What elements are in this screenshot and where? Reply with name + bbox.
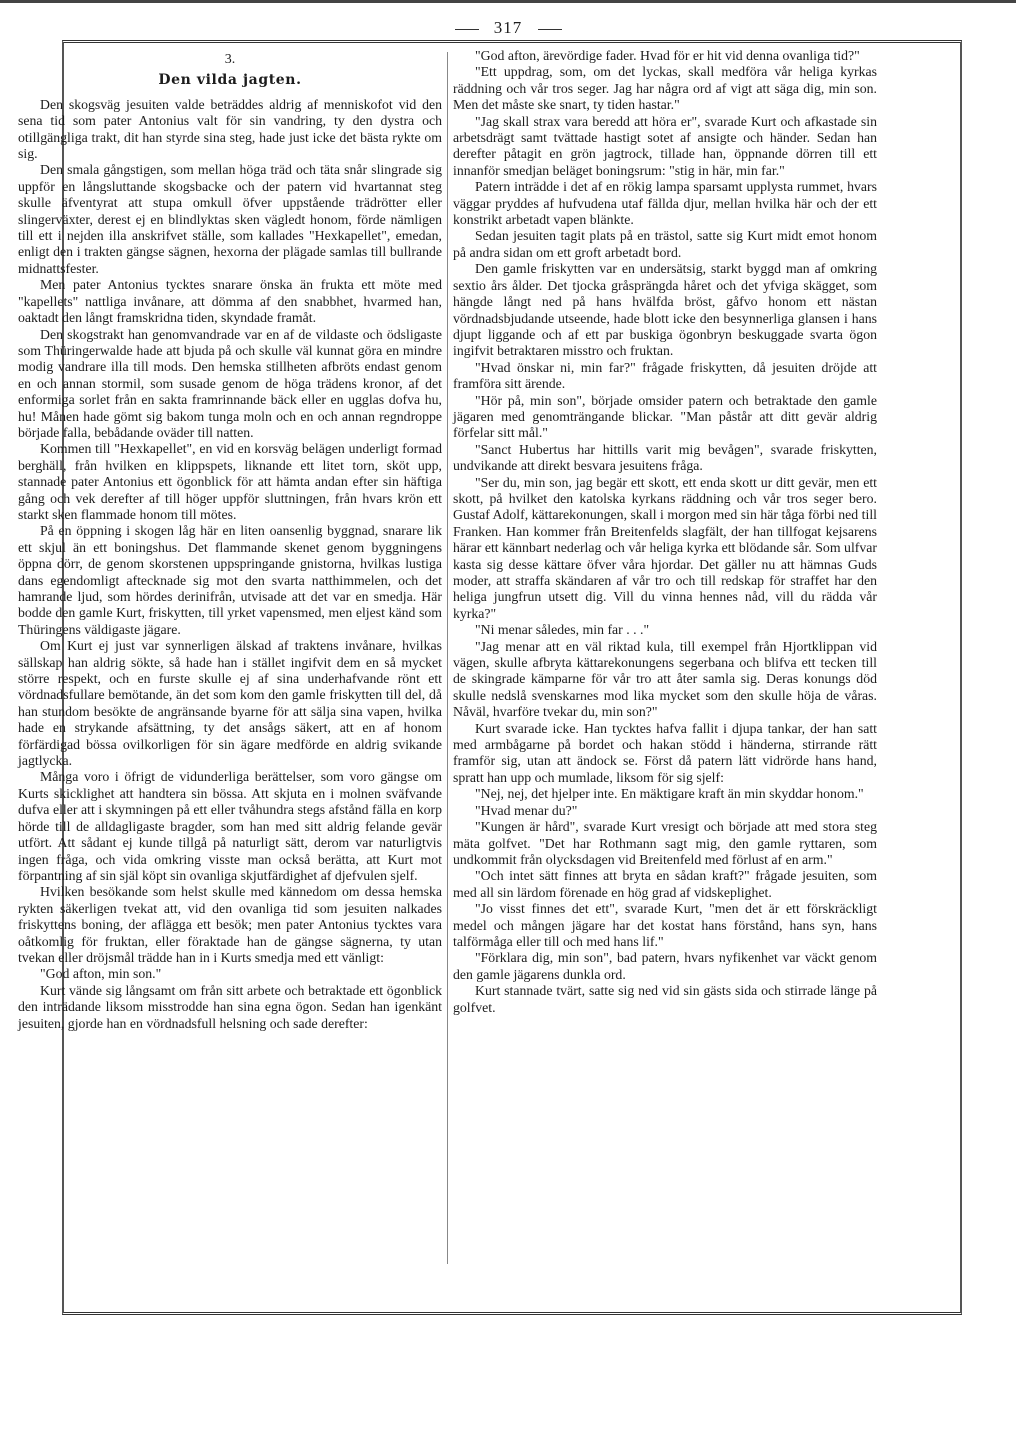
column-divider xyxy=(447,52,448,1264)
paragraph: "Kungen är hård", svarade Kurt vresigt och började att med stora steg mäta golfvet. "Det har Rothmann sagt mig, den gamle ryttaren, som undkommit från olycksdagen vid Breitenfeld med förlust af en arm." xyxy=(453,819,877,867)
paragraph: "Ser du, min son, jag begär ett skott, ett enda skott ur ditt gevär, men ett skott, på hvilket den katolska kyrkans räddning och vår tros seger bero. Gustaf Adolf, kättarekonungen, skall i morgon med sin här tåga förbi ned till Franken. Han kommer från Breitenfelds slagfält, der han tillfogat kejsarens härar ett kännbart nederlag och vår heliga kyrka ett blödande sår. Som ulfvar kasta sig desse kättare öfver våra hjordar. Det gäller nu att hämnas Guds moder, att straffa skändaren af vår tro och till redskap för straffet har den heliga jungfrun utsett dig. Vill du vinna hennes nåd, vill du rädda vår kyrka?" xyxy=(453,474,877,621)
paragraph: "Nej, nej, det hjelper inte. En mäktigare kraft än min skyddar honom." xyxy=(475,786,864,802)
paragraph: "Hvad önskar ni, min far?" frågade friskytten, då jesuiten dröjde att framföra sitt ärende. xyxy=(453,359,877,392)
paragraph: Kommen till "Hexkapellet", en vid en korsväg belägen underligt formad berghäll, från hvilken en klippspets, liknande ett litet torn, sköt upp, stannade pater Antonius ett ögonblick för att hämta andan efter sin häftiga gång och vek derefter af till höger uppför sluttningen, från hvars krön ett starkt sken flammade honom till mötes. xyxy=(18,441,442,522)
chapter-number: 3. xyxy=(224,52,236,67)
paragraph: På en öppning i skogen låg här en liten oansenlig byggnad, snarare lik ett skjul än ett boningshus. Det flammande skenet genom byggningens öppna dörr, de genom skorstenen uppspringande gnistorna, hvilkas lustiga dans egendomligt aftecknade sig mot den svarta natthimmelen, och det hamrande ljud, som hördes derinifrån, utvisade att det var en smedja. Här bodde den gamle Kurt, friskytten, till yrket vapensmed, men eljest känd som Thüringens väldigaste jägare. xyxy=(18,523,442,637)
paragraph: Patern inträdde i det af en rökig lampa sparsamt upplysta rummet, hvars väggar pryddes af hufvudena utaf fällda djur, mellan hvilka här och der ett konstrikt arbetadt vapen blänkte. xyxy=(453,179,877,228)
paragraph: Den smala gångstigen, som mellan höga träd och täta snår slingrade sig uppför en långsluttande skogsbacke och der patern vid hvartannat steg skulle äfventyrat att stupa omkull öfver uppstående trädrötter eller slingerväxter, derest ej en blindlyktas sken vägledt honom, förde nämligen till ett i nejden illa anskrifvet ställe, som kallades "Hexkapellet", emedan, enligt den i trakten gängse sägnen, hexorna der plägade samlas till bullrande midnattsfester. xyxy=(18,162,442,276)
paragraph: Den gamle friskytten var en undersätsig, starkt byggd man af omkring sextio års ålder. Det tjocka gråsprängda håret och det yfviga skägget, som hängde långt ned på hans hvälfda bröst, gåfvo honom ett nästan vördnadsbjudande utseende, hade blott icke den besynnerliga glansen i hans djupt liggande och af ett par buskiga ögonbryn beskuggade svarta ögon ingifvit betraktaren misstro och fruktan. xyxy=(453,261,877,359)
paragraph: Kurt vände sig långsamt om från sitt arbete och betraktade ett ögonblick den inträdande liksom misstrodde han sina egna ögon. Sedan han igenkänt jesuiten, gjorde han en vördnadsfull helsning och sade derefter: xyxy=(18,982,442,1031)
paragraph: "God afton, ärevördige fader. Hvad för er hit vid denna ovanliga tid?" xyxy=(475,48,860,63)
paragraph: "Sanct Hubertus har hittills varit mig bevågen", svarade friskytten, undvikande att direkt besvara jesuitens fråga. xyxy=(453,441,877,474)
paragraph: "Förklara dig, min son", bad patern, hvars nyfikenhet var väckt genom den gamle jägarens dunkla ord. xyxy=(453,950,877,982)
page-header xyxy=(0,18,1016,38)
paragraph: "God afton, min son." xyxy=(40,966,162,982)
paragraph: Men pater Antonius tycktes snarare önska än frukta ett möte med "kapellets" nattliga invånare, att dömma af den snabbhet, hvarmed han, oaktadt den långt framskridna tiden, skyndade framåt. xyxy=(18,277,442,326)
page-number: 317 xyxy=(493,18,523,37)
chapter-title: Den vilda jagten. xyxy=(158,72,302,89)
paragraph: Sedan jesuiten tagit plats på en trästol, satte sig Kurt midt emot honom på andra sidan om ett groft arbetadt bord. xyxy=(453,228,877,260)
paragraph: "Jo visst finnes det ett", svarade Kurt, "men det är ett förskräckligt medel och mången jägare har det kostat hans förstånd, hans syn, hans talförmåga eller till och med hans lif." xyxy=(453,901,877,949)
top-edge-rule xyxy=(0,0,1016,3)
paragraph: "Jag menar att en väl riktad kula, till exempel från Hjortklippan vid vägen, skulle afbryta kättarekonungens segerbana och blifva ett tecken till de skingrade kämparne för vår tro att åter samla sig. Deras konungs död skulle nedslå svenskarnes mod lika mycket som den skulle höja de våras. Nåväl, hvarföre tvekar du, min son?" xyxy=(453,638,877,720)
paragraph: Om Kurt ej just var synnerligen älskad af traktens invånare, hvilkas sällskap han aldrig sökte, så hade han i stället ingifvit dem en så mycket större respekt, och en furste skulle ej af sina underhafvande rönt ett vördnadsfullare bemötande, än det som kom den gamle friskytten till del, då han stundom besökte de angränsande byarne för att sälja sina vapen, hvilka hade en strykande afsättning, ty det ansågs säkert, att en af honom förfärdigad bössa ovilkorligen för sin ägare medförde en aldrig svikande jagtlycka. xyxy=(18,638,442,769)
header-dash-right xyxy=(538,29,562,30)
right-column xyxy=(453,48,877,1016)
paragraph: "Hör på, min son", började omsider patern och betraktade den gamle jägaren med genomträngande blickar. "Man påstår att ditt gevär aldrig förfelar sitt mål." xyxy=(453,392,877,441)
paragraph: "Hvad menar du?" xyxy=(475,802,578,818)
paragraph: Den skogstrakt han genomvandrade var en af de vildaste och ödsligaste som Thüringerwalde hade att bjuda på och skulle väl kunnat göra en mindre modig vandrare illa till mods. Den hemska stillheten afbröts endast genom en och annan stormil, som susade genom de höga trädens kronor, af det enformiga sorlet från en sakta framrinnande bäck eller en ugglas dofva hu, hu! Månen hade gömt sig bakom tunga moln och en och annan regndroppe började falla, bebådande oväder till natten. xyxy=(18,326,442,440)
paragraph: Kurt svarade icke. Han tycktes hafva fallit i djupa tankar, der han satt med armbågarne på bordet och hakan stödd i händerna, stirrande rätt framför sig, utan att ändock se. Först då patern lätt vidrörde hans hand, spratt han upp och mumlade, liksom för sig sjelf: xyxy=(453,720,877,785)
paragraph: "Jag skall strax vara beredd att höra er", svarade Kurt och afkastade sin arbetsdrägt samt tvättade hastigt sotet af ansigte och händer. Sedan han derefter påtagit en grön jagtrock, tillade han, öppnande dörren till ett innanför smedjan beläget boningsrum: "stig in här, min far." xyxy=(453,113,877,178)
paragraph: "Och intet sätt finnes att bryta en sådan kraft?" frågade jesuiten, som med all sin lärdom förenade en hög grad af vidskeplighet. xyxy=(453,868,877,900)
paragraph: Den skogsväg jesuiten valde beträddes aldrig af menniskofot vid den sena tid som pater Antonius valt för sin vandring, ty den dystra och otillgängliga trakt, dit han styrde sina steg, hade just icke det bästa rykte om sig. xyxy=(18,96,442,162)
header-dash-left xyxy=(455,29,479,30)
paragraph: "Ni menar således, min far . . ." xyxy=(475,622,650,638)
paragraph: Hvilken besökande som helst skulle med kännedom om dessa hemska rykten säkerligen tvekat att, vid den ovanliga tid som jesuiten nalkades friskyttens boning, der aflägga ett besök; men pater Antonius tycktes vara oåtkomlig för fruktan, eller föraktade han de gängse sägnerna, ty utan tvekan eller dröjsmål trädde han in i Kurts smedja med ett vänligt: xyxy=(18,884,442,965)
paragraph: Många voro i öfrigt de vidunderliga berättelser, som voro gängse om Kurts skicklighet att handtera sin bössa. Att skjuta en i molnen sväfvande dufva eller att i skymningen på ett eller tvåhundra stegs afstånd fälla en korp hörde till de alldagligaste bragder, som han med sitt aldrig felande gevär utfört. Att sådant ej kunde tillgå på naturligt sätt, derom var naturligtvis ingen fråga, och vida omkring visste man också berätta, att Kurt mot förpantning af sin själ köpt sin ovanliga skjutfärdighet af djefvulen sjelf. xyxy=(18,769,442,883)
left-column xyxy=(18,48,442,1032)
paragraph: Kurt stannade tvärt, satte sig ned vid sin gästs sida och stirrade länge på golfvet. xyxy=(453,983,877,1015)
paragraph: "Ett uppdrag, som, om det lyckas, skall medföra vår heliga kyrkas räddning och vår tros seger. Jag har några ord af vigt att säga dig, min son. Men det måste ske snart, ty tiden hastar." xyxy=(453,64,877,113)
